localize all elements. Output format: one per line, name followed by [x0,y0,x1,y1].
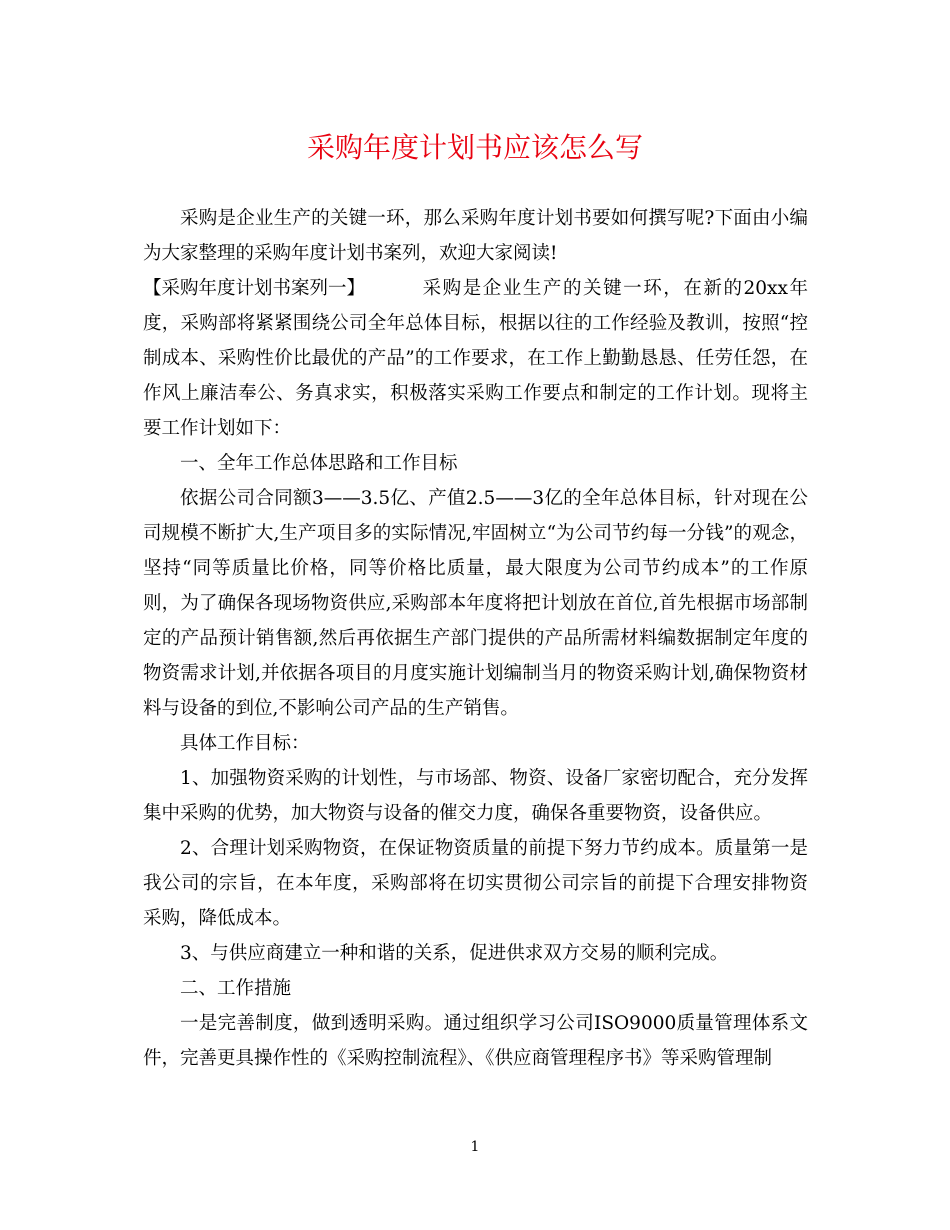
case-paragraph [143,271,808,446]
intro-paragraph: 采购是企业生产的关键一环，那么采购年度计划书要如何撰写呢?下面由小编为大家整理的采购年度计划书案列，欢迎大家阅读! [143,208,808,264]
document-title: 采购年度计划书应该怎么写 [306,131,643,164]
goal-item-1: 1、加强物资采购的计划性，与市场部、物资、设备厂家密切配合，充分发挥集中采购的优势，加大物资与设备的催交力度，确保各重要物资，设备供应。 [143,768,808,824]
goal-item-2: 2、合理计划采购物资，在保证物资质量的前提下努力节约成本。质量第一是我公司的宗旨，在本年度，采购部将在切实贯彻公司宗旨的前提下合理安排物资采购，降低成本。 [143,838,808,929]
section2-heading: 二、工作措施 [180,978,292,999]
case-intro-text: 采购是企业生产的关键一环，在新的20xx年度，采购部将紧紧围绕公司全年总体目标，根据以往的工作经验及教训，按照“控制成本、采购性价比最优的产品”的工作要求，在工作上勤勤恳恳、任劳任怨，在作风上廉洁奉公、务真求实，积极落实采购工作要点和制定的工作计划。现将主要工作计划如下： [143,278,808,439]
section2-paragraph: 一是完善制度，做到透明采购。通过组织学习公司ISO9000质量管理体系文件，完善更具操作性的《采购控制流程》、《供应商管理程序书》等采购管理制 [143,1013,808,1069]
goal-item-3: 3、与供应商建立一种和谐的关系，促进供求双方交易的顺利完成。 [180,943,729,964]
document-body [143,201,808,1076]
case-label: 【采购年度计划书案列一】 [143,278,366,299]
page-number: 1 [470,1139,480,1155]
section1-heading: 一、全年工作总体思路和工作目标 [180,453,458,474]
section1-paragraph: 依据公司合同额3——3.5亿、产值2.5——3亿的全年总体目标，针对现在公司规模不断扩大,生产项目多的实际情况,牢固树立“为公司节约每一分钱”的观念，坚持“同等质量比价格，同等价格比质量，最大限度为公司节约成本”的工作原则，为了确保各现场物资供应,采购部本年度将把计划放在首位,首先根据市场部制定的产品预计销售额,然后再依据生产部门提供的产品所需材料编数据制定年度的物资需求计划,并依据各项目的月度实施计划编制当月的物资采购计划,确保物资材料与设备的到位,不影响公司产品的生产销售。 [143,488,808,719]
goals-heading: 具体工作目标： [180,733,310,754]
